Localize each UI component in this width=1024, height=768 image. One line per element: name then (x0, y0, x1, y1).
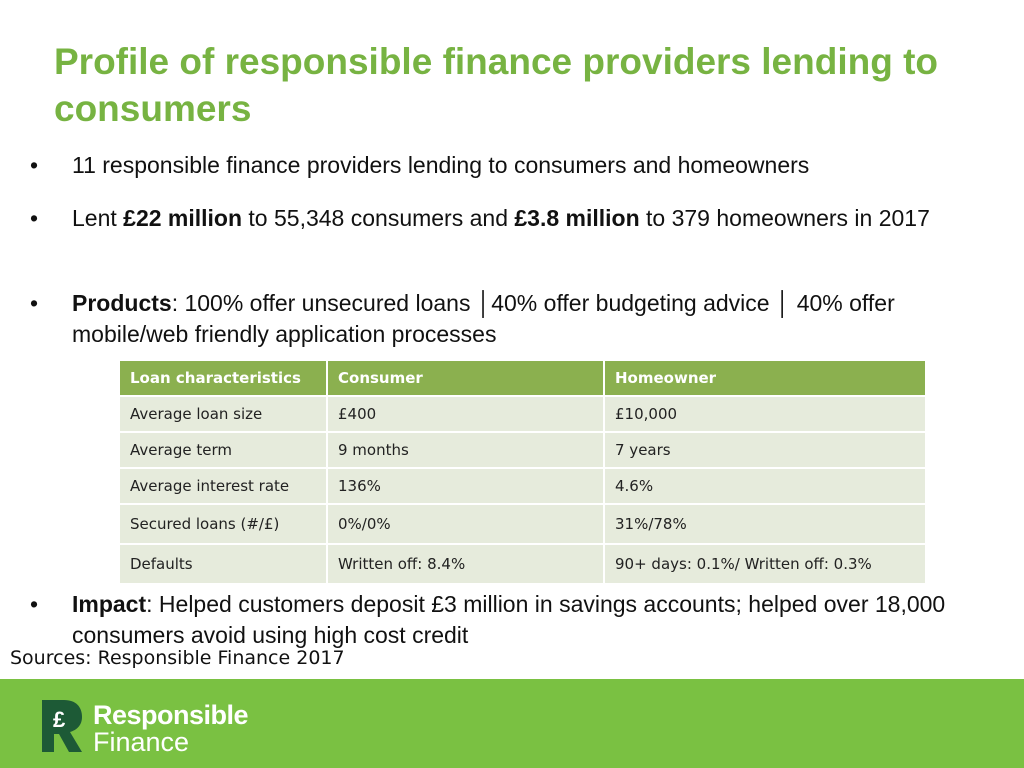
table-row (120, 544, 926, 583)
impact-text: : Helped customers deposit £3 million in savings accounts; helped over 18,000 consumers avoid using high cost credit (72, 591, 946, 648)
table-cell: Average loan size (120, 396, 327, 432)
homeowner-amount: £3.8 million (514, 205, 640, 231)
products-text: : 100% offer unsecured loans │40% offer budgeting advice │ 40% offer mobile/web friendly application processes (72, 290, 895, 347)
table-cell: 31%/78% (604, 504, 926, 544)
table-cell: 4.6% (604, 468, 926, 504)
impact-label: Impact (72, 591, 147, 617)
table-row (120, 396, 926, 432)
table-cell: 136% (327, 468, 604, 504)
table-row (120, 432, 926, 468)
table-cell: Average term (120, 432, 327, 468)
bullet-text (72, 589, 972, 651)
table-cell: 90+ days: 0.1%/ Written off: 0.3% (604, 544, 926, 583)
table-cell: 7 years (604, 432, 926, 468)
table-header-row (120, 361, 926, 396)
header-homeowner: Homeowner (604, 361, 926, 396)
table-row (120, 504, 926, 544)
table-cell: £10,000 (604, 396, 926, 432)
table-cell: Written off: 8.4% (327, 544, 604, 583)
bullet-dot: • (30, 152, 39, 178)
lent-suffix: to 379 homeowners in 2017 (639, 205, 930, 231)
loan-characteristics-table (120, 361, 927, 583)
table-row (120, 468, 926, 504)
page-title: Profile of responsible finance providers lending to consumers (54, 41, 939, 129)
bullet-dot: • (30, 591, 39, 617)
table-cell: 9 months (327, 432, 604, 468)
table-cell: 0%/0% (327, 504, 604, 544)
bullet-text: 11 responsible finance providers lending to consumers and homeowners (72, 152, 810, 178)
table-cell: £400 (327, 396, 604, 432)
products-label: Products (72, 290, 172, 316)
sources-note: Sources: Responsible Finance 2017 (10, 647, 345, 669)
table-cell: Defaults (120, 544, 327, 583)
bullet-dot: • (30, 205, 39, 231)
lent-prefix: Lent (72, 205, 124, 231)
bullet-text (72, 203, 972, 234)
consumer-amount: £22 million (123, 205, 243, 231)
table-cell: Secured loans (#/£) (120, 504, 327, 544)
header-consumer: Consumer (327, 361, 604, 396)
responsible-finance-logo-icon (40, 698, 84, 754)
bullet-dot: • (30, 290, 39, 316)
logo-pound-glyph: £ (53, 707, 66, 732)
header-loan-characteristics: Loan characteristics (120, 361, 327, 396)
bullet-text (72, 288, 972, 350)
logo-text-responsible: Responsible (93, 700, 249, 730)
table-cell: Average interest rate (120, 468, 327, 504)
lent-middle: to 55,348 consumers and (242, 205, 515, 231)
logo-text-finance: Finance (93, 727, 190, 757)
